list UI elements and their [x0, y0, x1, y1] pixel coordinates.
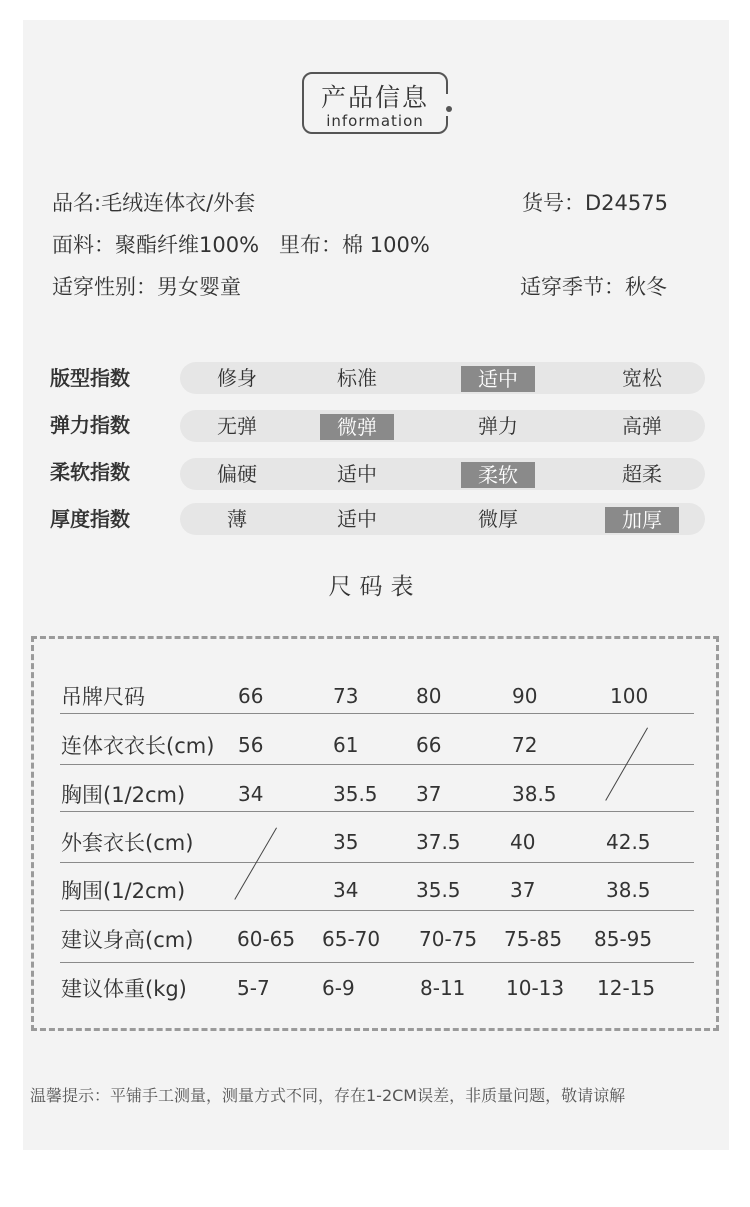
index-option: 高弹: [622, 414, 662, 438]
index-option: 修身: [217, 366, 257, 390]
gender-info: 适穿性别：男女婴童: [52, 275, 241, 299]
size-cell: 72: [512, 733, 538, 757]
product-sku: 货号：D24575: [522, 191, 668, 215]
header-badge: [302, 72, 448, 134]
size-row-label: 吊牌尺码: [61, 685, 145, 709]
size-cell: 35: [333, 830, 359, 854]
size-table-title: 尺码表: [328, 574, 422, 600]
index-option-selected: 加厚: [605, 507, 679, 533]
index-label: 柔软指数: [50, 460, 130, 484]
product-name: 品名:毛绒连体衣/外套: [52, 191, 256, 215]
table-divider: [60, 910, 694, 911]
table-divider: [60, 713, 694, 714]
size-cell: 5-7: [237, 976, 270, 1000]
size-cell: 70-75: [419, 927, 478, 951]
size-cell: 90: [512, 684, 538, 708]
size-cell: 8-11: [420, 976, 466, 1000]
size-cell: 65-70: [322, 927, 381, 951]
size-cell: 56: [238, 733, 264, 757]
size-cell: 37: [510, 878, 536, 902]
index-bar: [180, 458, 705, 490]
badge-dot: [446, 106, 452, 112]
size-cell: 66: [416, 733, 442, 757]
table-divider: [60, 962, 694, 963]
index-bar: [180, 503, 705, 535]
size-cell: 42.5: [606, 830, 651, 854]
index-bar: [180, 410, 705, 442]
badge-border-gap: [444, 94, 450, 116]
size-cell: 34: [333, 878, 359, 902]
size-row-label: 建议体重(kg): [61, 977, 187, 1001]
size-cell: 61: [333, 733, 359, 757]
table-divider: [60, 862, 694, 863]
index-label: 厚度指数: [50, 507, 130, 531]
table-divider: [60, 764, 694, 765]
size-cell: 37: [416, 782, 442, 806]
size-cell: 37.5: [416, 830, 461, 854]
fabric-info: 面料：聚酯纤维100% 里布：棉 100%: [52, 233, 430, 257]
index-option: 宽松: [622, 366, 662, 390]
size-row-label: 胸围(1/2cm): [61, 879, 186, 903]
size-row-label: 外套衣长(cm): [61, 831, 194, 855]
size-cell: 12-15: [597, 976, 656, 1000]
index-label: 版型指数: [50, 366, 130, 390]
index-option-selected: 微弹: [320, 414, 394, 440]
size-cell: 66: [238, 684, 264, 708]
size-cell: 35.5: [333, 782, 378, 806]
index-option: 标准: [337, 366, 377, 390]
index-option: 超柔: [622, 462, 662, 486]
index-option: 偏硬: [217, 462, 257, 486]
size-cell: 60-65: [237, 927, 296, 951]
size-cell: 34: [238, 782, 264, 806]
size-cell: 80: [416, 684, 442, 708]
size-cell: 85-95: [594, 927, 653, 951]
index-label: 弹力指数: [50, 413, 130, 437]
index-option-selected: 柔软: [461, 462, 535, 488]
index-option: 薄: [227, 507, 247, 531]
index-option: 适中: [337, 507, 377, 531]
size-cell: 75-85: [504, 927, 563, 951]
size-cell: 100: [610, 684, 649, 708]
index-option: 弹力: [478, 414, 518, 438]
header-title: 产品信息: [320, 83, 429, 112]
size-cell: 6-9: [322, 976, 355, 1000]
measurement-note: 温馨提示：平铺手工测量，测量方式不同，存在1-2CM误差，非质量问题，敬请谅解: [30, 1086, 626, 1105]
index-option: 微厚: [478, 507, 518, 531]
table-divider: [60, 811, 694, 812]
index-option: 适中: [337, 462, 377, 486]
index-option: 无弹: [217, 414, 257, 438]
size-cell: 40: [510, 830, 536, 854]
size-cell: 35.5: [416, 878, 461, 902]
size-cell: 73: [333, 684, 359, 708]
size-row-label: 胸围(1/2cm): [61, 783, 186, 807]
size-row-label: 连体衣衣长(cm): [61, 734, 215, 758]
index-option-selected: 适中: [461, 366, 535, 392]
header-subtitle: information: [326, 112, 424, 130]
size-cell: 10-13: [506, 976, 565, 1000]
season-info: 适穿季节：秋冬: [520, 275, 667, 299]
index-bar: [180, 362, 705, 394]
size-cell: 38.5: [512, 782, 557, 806]
size-row-label: 建议身高(cm): [61, 928, 194, 952]
size-cell: 38.5: [606, 878, 651, 902]
